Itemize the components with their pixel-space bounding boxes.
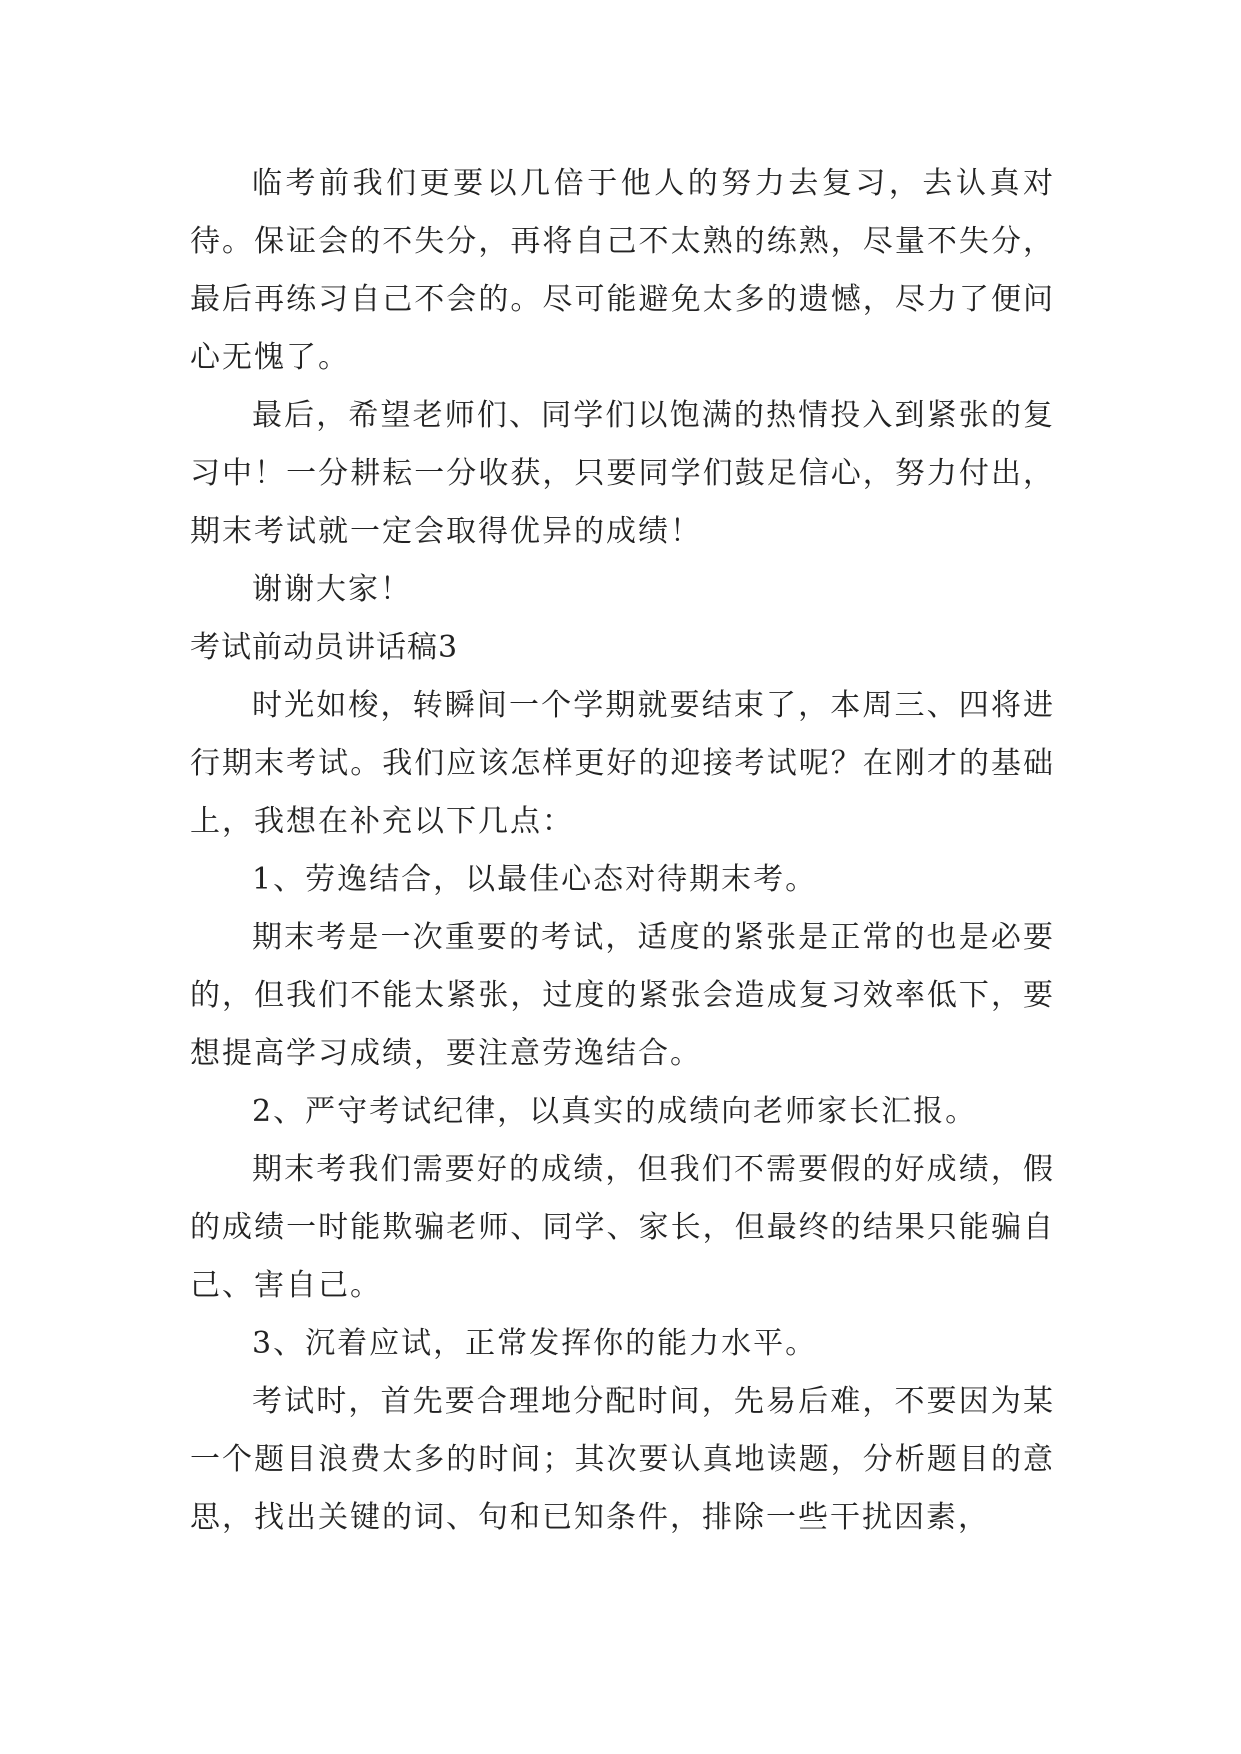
paragraph-intro: 时光如梭，转瞬间一个学期就要结束了，本周三、四将进行期末考试。我们应该怎样更好的迎接考试呢？在刚才的基础上，我想在补充以下几点：	[190, 688, 1055, 839]
point-3-heading: 3、沉着应试，正常发挥你的能力水平。	[252, 1326, 818, 1361]
point-2-heading: 2、严守考试纪律，以真实的成绩向老师家长汇报。	[252, 1094, 978, 1129]
document-body	[190, 155, 1055, 1547]
paragraph-review-effort: 临考前我们更要以几倍于他人的努力去复习，去认真对待。保证会的不失分，再将自己不太熟的练熟，尽量不失分，最后再练习自己不会的。尽可能避免太多的遗憾，尽力了便问心无愧了。	[190, 166, 1055, 375]
point-2-body: 期末考我们需要好的成绩，但我们不需要假的好成绩，假的成绩一时能欺骗老师、同学、家长，但最终的结果只能骗自己、害自己。	[190, 1152, 1055, 1303]
point-3-body: 考试时，首先要合理地分配时间，先易后难，不要因为某一个题目浪费太多的时间；其次要认真地读题，分析题目的意思，找出关键的词、句和已知条件，排除一些干扰因素，	[190, 1384, 1055, 1535]
section-title: 考试前动员讲话稿3	[190, 630, 459, 665]
point-1-body: 期末考是一次重要的考试，适度的紧张是正常的也是必要的，但我们不能太紧张，过度的紧张会造成复习效率低下，要想提高学习成绩，要注意劳逸结合。	[190, 920, 1055, 1071]
point-1-heading: 1、劳逸结合，以最佳心态对待期末考。	[252, 862, 818, 897]
paragraph-closing-hope: 最后，希望老师们、同学们以饱满的热情投入到紧张的复习中！一分耕耘一分收获，只要同学们鼓足信心，努力付出，期末考试就一定会取得优异的成绩！	[190, 398, 1055, 549]
paragraph-thanks: 谢谢大家！	[252, 572, 412, 607]
